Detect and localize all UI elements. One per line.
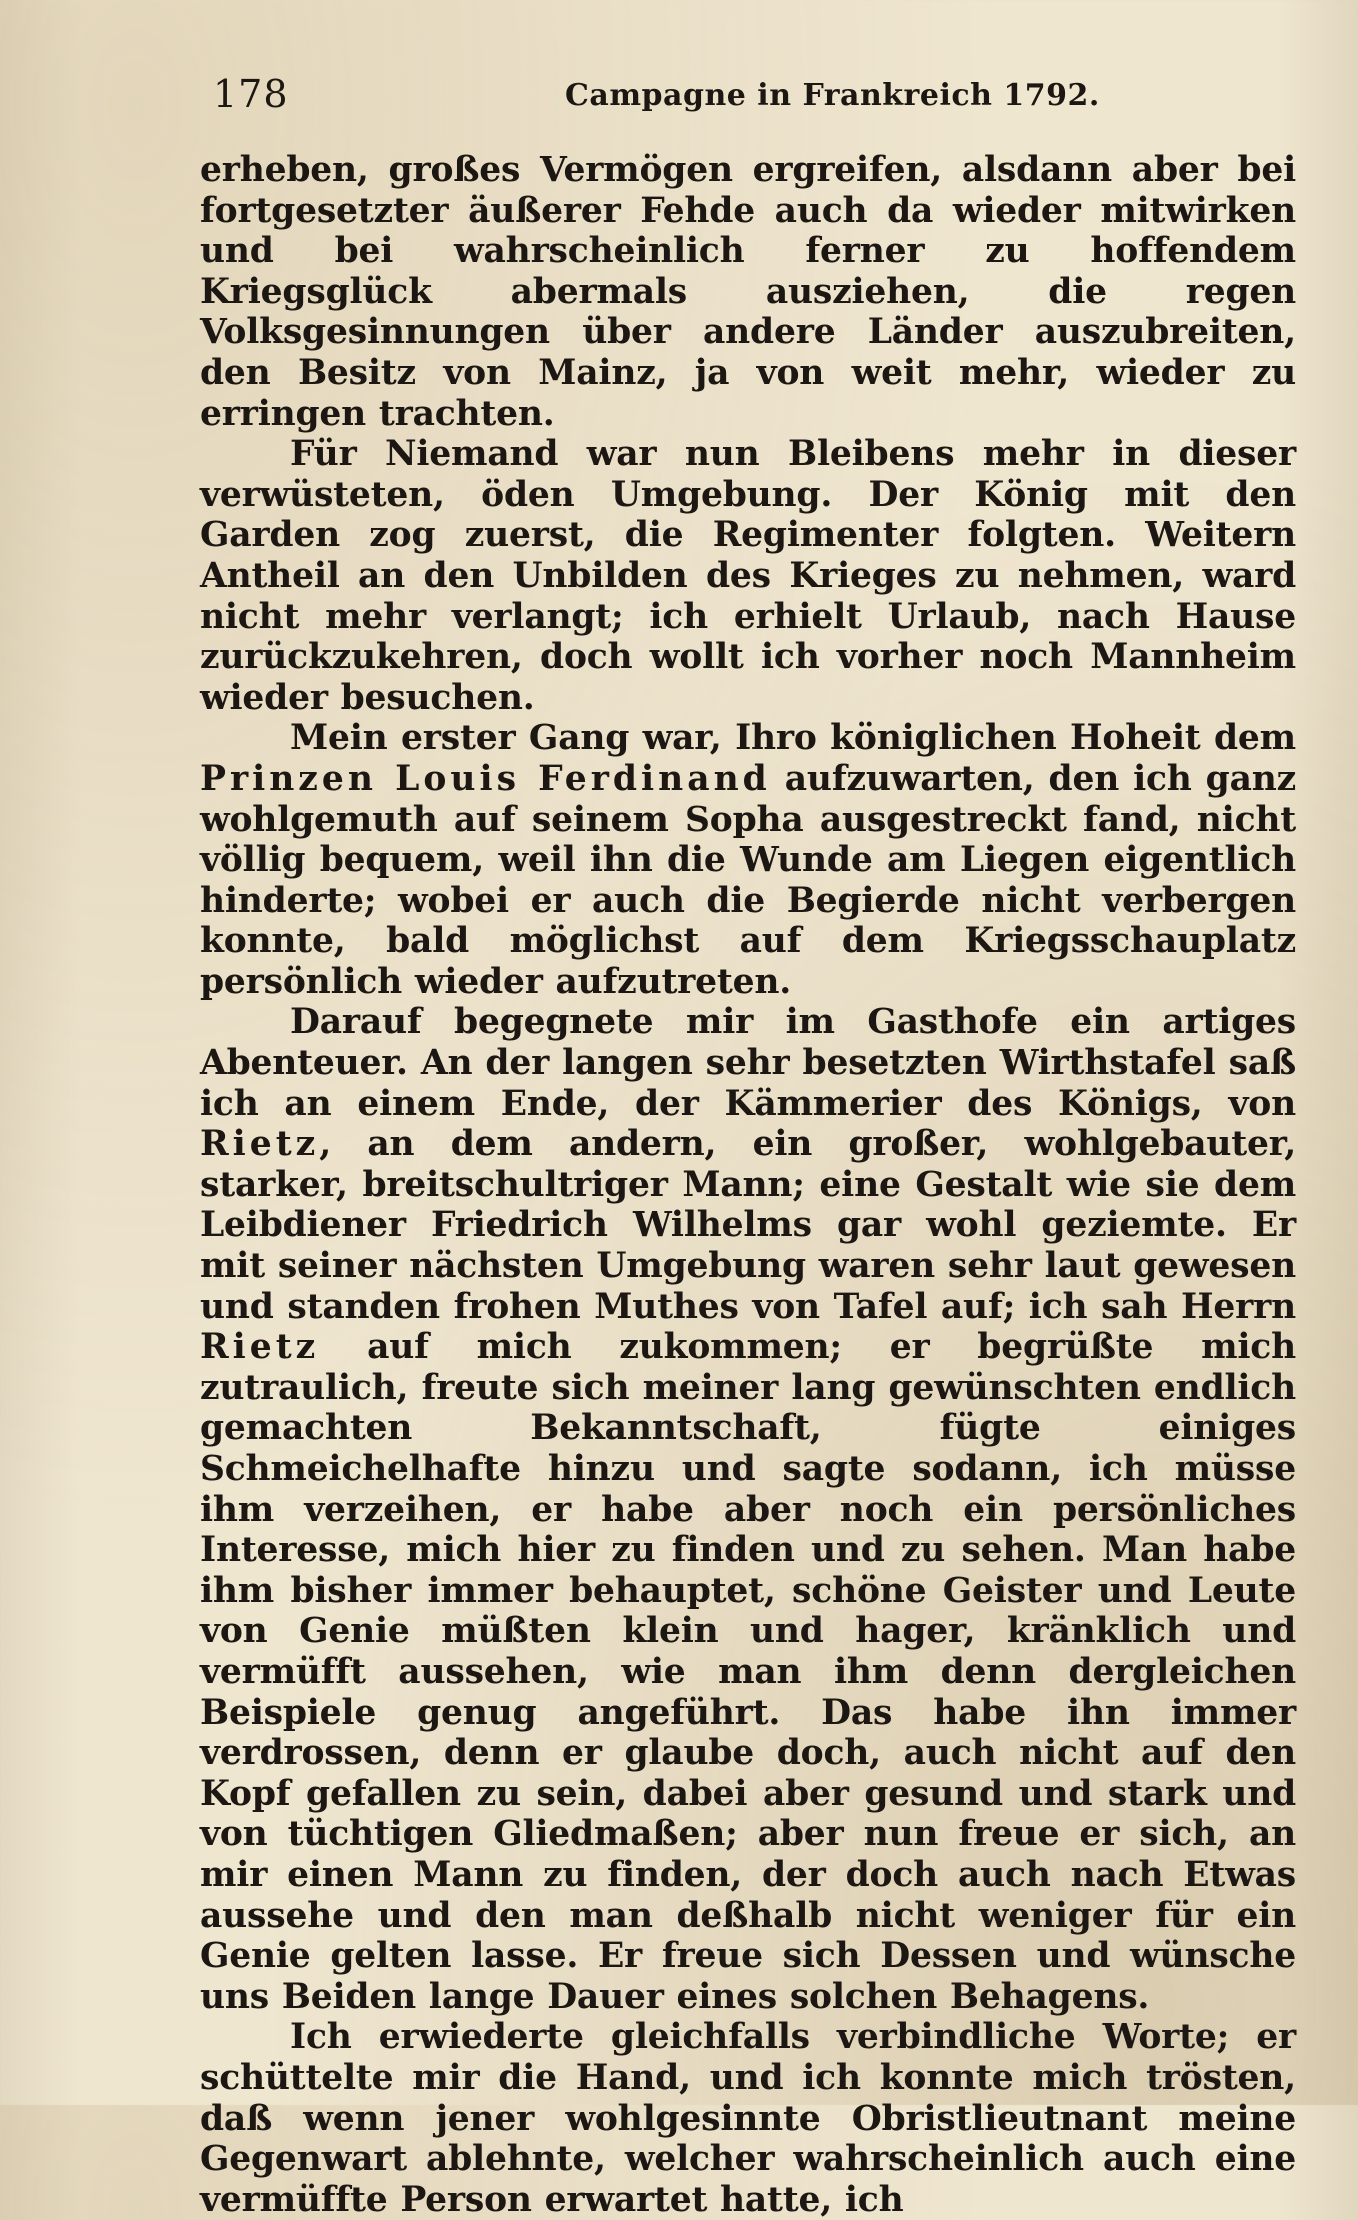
paragraph-text: auf mich zukommen; er begrüßte mich zutraulich, freute sich meiner lang gewünschten endlich gemachten Bekanntschaft, fügte einiges Schmeichelhafte hinzu und sagte sodann, ich müsse ihm verzeihen, er habe aber noch ein persönliches Interesse, mich hier zu finden und zu sehen. Man habe ihm bisher immer behauptet, schöne Geister und Leute von Genie müßten klein und hager, kränklich und vermüfft aussehen, wie man ihm denn dergleichen Beispiele genug angeführt. Das habe ihn immer verdrossen, denn er glaube doch, auch nicht auf den Kopf gefallen zu sein, dabei aber gesund und stark und von tüchtigen Gliedmaßen; aber nun freue er sich, an mir einen Mann zu finden, der doch auch nach Etwas aussehe und den man deßhalb nicht weniger für ein Genie gelten lasse. Er freue sich Dessen und wünsche uns Beiden lange Dauer eines solchen Behagens. xyxy=(200,1327,1296,2017)
spaced-name: Rietz xyxy=(200,1327,320,1368)
paragraph-text: Mein erster Gang war, Ihro königlichen Hoheit dem xyxy=(290,718,1296,759)
running-head: Campagne in Frankreich 1792. xyxy=(565,78,1100,113)
paragraph-text: Ich erwiederte gleichfalls verbindliche Worte; er schüttelte mir die Hand, und ich konnte mich trösten, daß wenn jener wohlgesinnte Obristlieutnant meine Gegenwart ablehnte, welcher wahrscheinlich auch eine vermüffte Person erwartet hatte, ich xyxy=(200,2017,1296,2220)
paragraph xyxy=(200,718,1296,1002)
page-number: 178 xyxy=(213,72,289,116)
page-header xyxy=(213,72,1293,122)
page-body xyxy=(200,150,1296,2220)
paragraph-text: erheben, großes Vermögen ergreifen, alsdann aber bei fortgesetzter äußerer Fehde auch da wieder mitwirken und bei wahrscheinlich ferner zu hoffendem Kriegsglück abermals ausziehen, die regen Volksgesinnungen über andere Länder auszubreiten, den Besitz von Mainz, ja von weit mehr, wieder zu erringen trachten. xyxy=(200,150,1296,434)
spaced-name: Rietz xyxy=(200,1124,320,1165)
paragraph xyxy=(200,150,1296,434)
paragraph xyxy=(200,2017,1296,2220)
paragraph-text: , an dem andern, ein großer, wohlgebauter, starker, breitschultriger Mann; eine Gestalt wie sie dem Leibdiener Friedrich Wilhelms gar wohl geziemte. Er mit seiner nächsten Umgebung waren sehr laut gewesen und standen frohen Muthes von Tafel auf; ich sah Herrn xyxy=(200,1124,1296,1327)
paragraph-text: Darauf begegnete mir im Gasthofe ein artiges Abenteuer. An der langen sehr besetzten Wirthstafel saß ich an einem Ende, der Kämmerier des Königs, von xyxy=(200,1002,1296,1124)
paragraph xyxy=(200,1002,1296,2017)
paragraph xyxy=(200,434,1296,718)
spaced-name: Prinzen Louis Ferdinand xyxy=(200,758,771,799)
paragraph-text: aufzuwarten, den ich ganz wohlgemuth auf seinem Sopha ausgestreckt fand, nicht völlig bequem, weil ihn die Wunde am Liegen eigentlich hinderte; wobei er auch die Begierde nicht verbergen konnte, bald möglichst auf dem Kriegsschauplatz persönlich wieder aufzutreten. xyxy=(200,758,1296,1002)
paragraph-text: Für Niemand war nun Bleibens mehr in dieser verwüsteten, öden Umgebung. Der König mit den Garden zog zuerst, die Regimenter folgten. Weitern Antheil an den Unbilden des Krieges zu nehmen, ward nicht mehr verlangt; ich erhielt Urlaub, nach Hause zurückzukehren, doch wollt ich vorher noch Mannheim wieder besuchen. xyxy=(200,434,1296,718)
